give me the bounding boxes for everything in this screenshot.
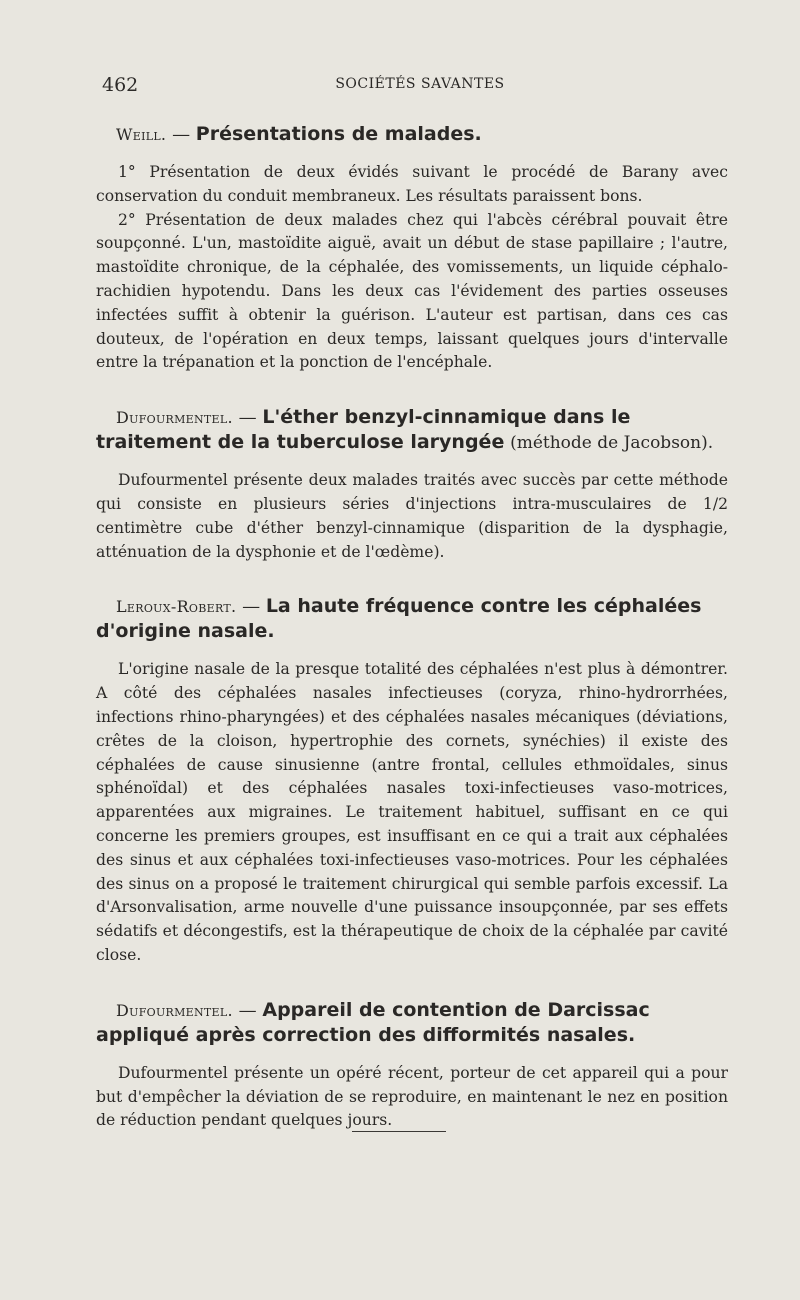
section-title: Appareil de contention de Darcissac appliqué après correction des difformités nasales. (96, 998, 650, 1046)
section-weill (96, 122, 728, 375)
paragraph: L'origine nasale de la presque totalité des céphalées n'est plus à démontrer. A côté des céphalées nasales infectieuses (coryza, rhino-hydrorrhées, infections rhino-pharyngées) et des céphalées nasales mécaniques (déviations, crêtes de la cloison, hypertrophie des cornets, synéchies) il existe des céphalées de cause sinusienne (antre frontal, cellules ethmoïdales, sinus sphénoïdal) et des céphalées nasales toxi-infectieuses vaso-motrices, apparentées aux migraines. Le traitement habituel, suffisant en ce qui concerne les premiers groupes, est insuffisant en ce qui a trait aux céphalées des sinus et aux céphalées toxi-infectieuses vaso-motrices. Pour les céphalées des sinus on a proposé le traitement chirurgical qui semble parfois excessif. La d'Arsonvalisation, arme nouvelle d'une puissance insoupçonnée, par ses effets sédatifs et décongestifs, est la thérapeutique de choix de la céphalée par cavité close. (96, 660, 728, 964)
running-header (96, 74, 704, 96)
running-title: SOCIÉTÉS SAVANTES (335, 76, 505, 92)
paragraph: 2° Présentation de deux malades chez qui l'abcès cérébral pouvait être soupçonné. L'un, mastoïdite aiguë, avait un début de stase papillaire ; l'autre, mastoïdite chronique, de la céphalée, des vomissements, un liquide céphalo-rachidien hypotendu. Dans les deux cas l'évidement des parties osseuses infectées suffit à obtenir la guérison. L'auteur est partisan, dans ces cas douteux, de l'opération en deux temps, laissant quelques jours d'intervalle entre la trépanation et la ponction de l'encéphale. (96, 210, 728, 372)
end-rule (352, 1131, 446, 1132)
section-heading: Leroux-Robert. — La haute fréquence contre les céphalées d'origine nasale. (96, 595, 702, 643)
section-leroux-robert (96, 594, 728, 967)
section-heading: Dufourmentel. — Appareil de contention de Darcissac appliqué après correction des difformités nasales. (96, 998, 650, 1046)
section-title-suffix: (méthode de Jacobson). (510, 433, 714, 454)
page-number: 462 (102, 74, 139, 96)
section-heading: Dufourmentel. — L'éther benzyl-cinnamique dans le traitement de la tuberculose laryngée (méthode de Jacobson). (96, 406, 714, 454)
section-title: Présentations de malades. (195, 123, 482, 145)
section-author: Dufourmentel. (116, 1000, 233, 1020)
section-author: Dufourmentel. (116, 408, 233, 428)
paragraph: 1° Présentation de deux évidés suivant le procédé de Barany avec conservation du conduit membraneux. Les résultats paraissent bons. (96, 163, 728, 205)
section-title: L'éther benzyl-cinnamique dans le traitement de la tuberculose laryngée (96, 406, 631, 454)
section-dufourmentel-ether (96, 405, 728, 564)
section-author: Leroux-Robert. (116, 597, 237, 617)
section-author: Weill. (116, 125, 167, 144)
section-heading: Weill. — Présentations de malades. (96, 122, 728, 147)
page-content (96, 122, 728, 1133)
paragraph: Dufourmentel présente deux malades traités avec succès par cette méthode qui consiste en plusieurs séries d'injections intra-musculaires de 1/2 centimètre cube d'éther benzyl-cinnamique (disparition de la dysphagie, atténuation de la dysphonie et de l'œdème). (96, 471, 728, 561)
section-dufourmentel-appareil (96, 998, 728, 1133)
paragraph: Dufourmentel présente un opéré récent, porteur de cet appareil qui a pour but d'empêcher la déviation de se reproduire, en maintenant le nez en position de réduction pendant quelques jours. (96, 1063, 728, 1130)
section-title: La haute fréquence contre les céphalées d'origine nasale. (96, 595, 702, 643)
